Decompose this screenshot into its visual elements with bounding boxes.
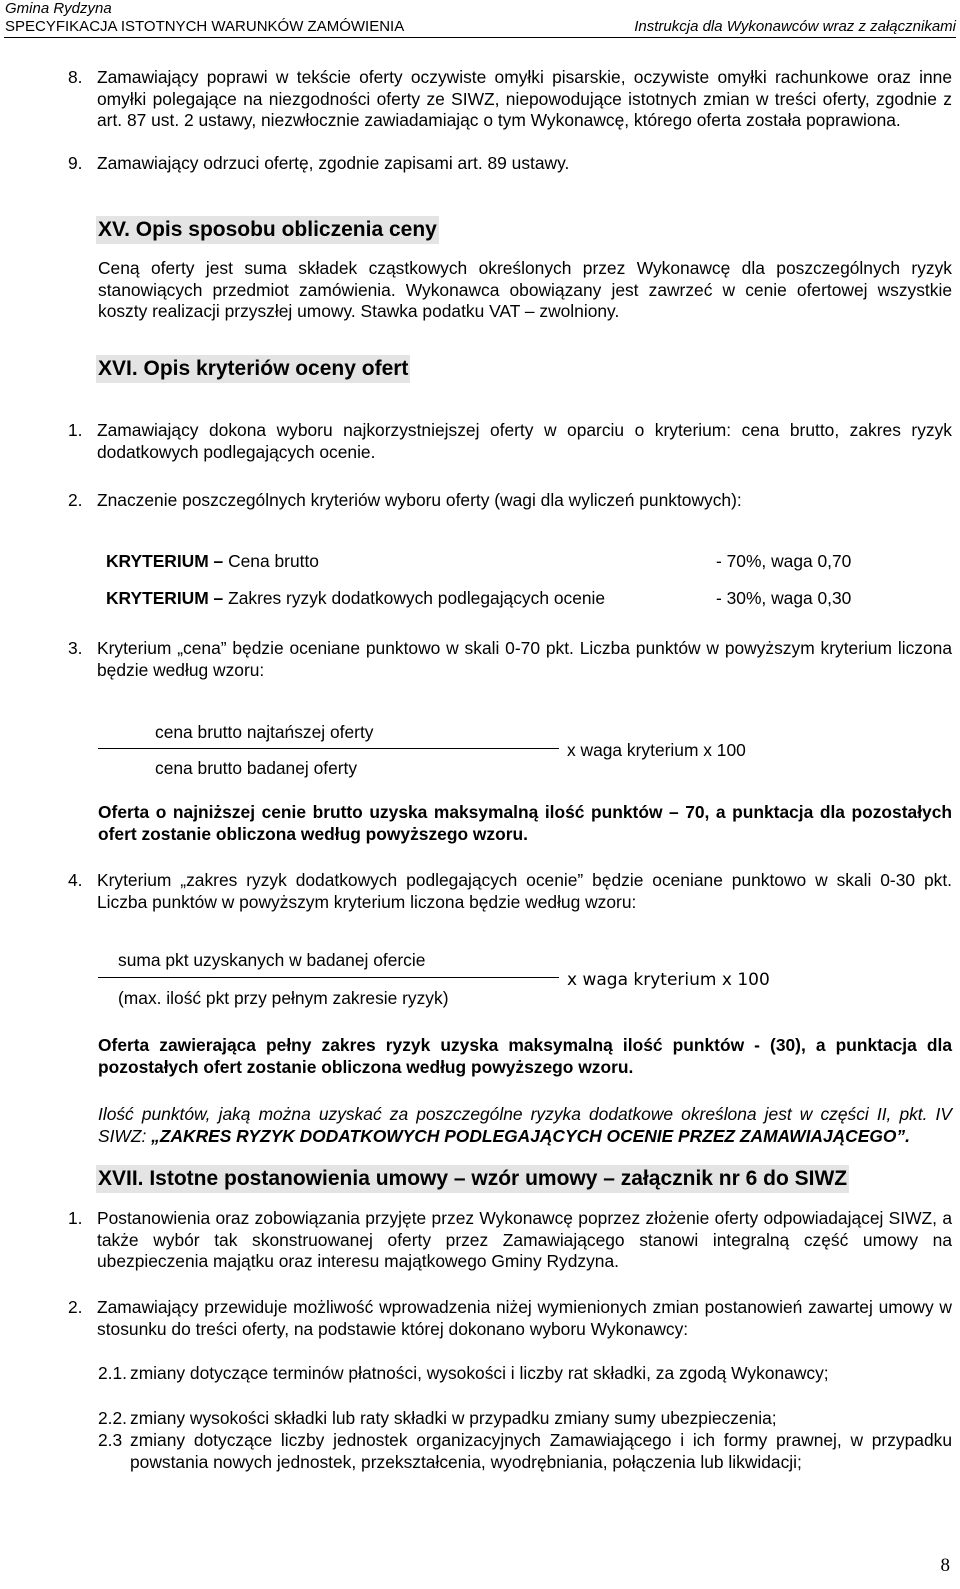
criterion-name: Cena brutto: [228, 551, 319, 571]
section-xv-heading: XV. Opis sposobu obliczenia ceny: [96, 216, 439, 244]
sub-item-text: zmiany dotyczące terminów płatności, wysokości i liczby rat składki, za zgodą Wykonawcy;: [130, 1363, 829, 1383]
criterion-weight: - 30%, waga 0,30: [716, 588, 852, 608]
formula-numerator: cena brutto najtańszej oferty: [155, 722, 374, 742]
risk-criterion-text: Kryterium „zakres ryzyk dodatkowych podlegających ocenie” będzie oceniane punktowo w skali 0-30 pkt. Liczba punktów w powyższym kryterium liczona będzie według wzoru:: [97, 870, 952, 912]
item-number: 1.: [68, 420, 83, 440]
formula-numerator: suma pkt uzyskanych w badanej ofercie: [118, 950, 426, 970]
header-left: SPECYFIKACJA ISTOTNYCH WARUNKÓW ZAMÓWIENIA: [5, 18, 405, 35]
formula-multiplier: x waga kryterium x 100: [567, 970, 770, 990]
item-number: 9.: [68, 153, 83, 173]
sub-item-number: 2.3: [98, 1430, 123, 1450]
sub-item-text: zmiany dotyczące liczby jednostek organizacyjnych Zamawiającego i ich formy prawnej, w przypadku powstania nowych jednostek, przekształcenia, wyodrębniania, połączenia lub likwidacji;: [130, 1430, 952, 1472]
criterion-label: KRYTERIUM –: [106, 551, 224, 571]
page-number: 8: [940, 1555, 950, 1576]
points-reference-note: [98, 1104, 952, 1147]
item-9-text: Zamawiający odrzuci ofertę, zgodnie zapisami art. 89 ustawy.: [97, 153, 570, 173]
item-number: 2.: [68, 1297, 83, 1317]
sub-item-text: zmiany wysokości składki lub raty składki w przypadku zmiany sumy ubezpieczenia;: [130, 1408, 777, 1428]
section-xvi-heading: XVI. Opis kryteriów oceny ofert: [96, 355, 410, 383]
formula-denominator: cena brutto badanej oferty: [155, 758, 358, 778]
criterion-row: [106, 588, 605, 610]
header-rule: [4, 37, 956, 38]
item-number: 8.: [68, 67, 83, 87]
fraction-line: [98, 977, 559, 978]
sub-item-number: 2.1.: [98, 1363, 128, 1383]
section-xv-text: Ceną oferty jest suma składek cząstkowych określonych przez Wykonawcę dla poszczególnych ryzyk stanowiących przedmiot zamówienia. Wykonawca obowiązany jest zawrzeć w cenie ofertowej wszystkie koszty realizacji przyszłej umowy. Stawka podatku VAT – zwolniony.: [98, 258, 952, 322]
formula-denominator: (max. ilość pkt przy pełnym zakresie ryzyk): [118, 988, 449, 1008]
contract-item-2-text: Zamawiający przewiduje możliwość wprowadzenia niżej wymienionych zmian postanowień zawartej umowy w stosunku do treści oferty, na podstawie której dokonano wyboru Wykonawcy:: [97, 1297, 952, 1339]
item-8-text: Zamawiający poprawi w tekście oferty oczywiste omyłki pisarskie, oczywiste omyłki rachunkowe oraz inne omyłki polegające na niezgodności oferty ze SIWZ, niepowodujące istotnych zmian w treści oferty, zgodnie z art. 87 ust. 2 ustawy, niezwłocznie zawiadamiając o tym Wykonawcę, którego oferta została poprawiona.: [97, 67, 952, 131]
contract-item-1-text: Postanowienia oraz zobowiązania przyjęte przez Wykonawcę poprzez złożenie oferty odpowiadającej SIWZ, a także wybór tak skonstruowanej oferty przez Zamawiającego stanowi integralną część umowy na ubezpieczenia majątku oraz interesu majątkowego Gminy Rydzyna.: [97, 1208, 952, 1272]
fraction-line: [98, 748, 559, 749]
item-number: 3.: [68, 638, 83, 658]
formula-multiplier: x waga kryterium x 100: [567, 740, 746, 760]
criterion-weight: - 70%, waga 0,70: [716, 551, 852, 571]
criteria-intro-text: Zamawiający dokona wyboru najkorzystniejszej oferty w oparciu o kryterium: cena brutto, zakres ryzyk dodatkowych podlegających ocenie.: [97, 420, 952, 462]
sub-item-number: 2.2.: [98, 1408, 128, 1428]
points-reference-title: „ZAKRES RYZYK DODATKOWYCH PODLEGAJĄCYCH OCENIE PRZEZ ZAMAWIAJĄCEGO”.: [151, 1125, 910, 1146]
points-reference-text: Ilość punktów, jaką można uzyskać za poszczególne ryzyka dodatkowe określona jest w części II, pkt. IV SIWZ:: [98, 1104, 952, 1146]
criterion-name: Zakres ryzyk dodatkowych podlegających ocenie: [228, 588, 606, 608]
criterion-row: [106, 551, 319, 573]
header-right: Instrukcja dla Wykonawców wraz z załącznikami: [634, 18, 956, 35]
item-number: 4.: [68, 870, 83, 890]
criterion-label: KRYTERIUM –: [106, 588, 224, 608]
item-number: 2.: [68, 490, 83, 510]
price-criterion-note: Oferta o najniższej cenie brutto uzyska maksymalną ilość punktów – 70, a punktacja dla pozostałych ofert zostanie obliczona według powyższego wzoru.: [98, 802, 952, 844]
item-number: 1.: [68, 1208, 83, 1228]
risk-criterion-note: Oferta zawierająca pełny zakres ryzyk uzyska maksymalną ilość punktów - (30), a punktacja dla pozostałych ofert zostanie obliczona według powyższego wzoru.: [98, 1035, 952, 1077]
header-title: Gmina Rydzyna: [5, 0, 112, 17]
price-criterion-text: Kryterium „cena” będzie oceniane punktowo w skali 0-70 pkt. Liczba punktów w powyższym kryterium liczona będzie według wzoru:: [97, 638, 952, 680]
section-xvii-heading: XVII. Istotne postanowienia umowy – wzór umowy – załącznik nr 6 do SIWZ: [96, 1165, 849, 1193]
criteria-weights-intro: Znaczenie poszczególnych kryteriów wyboru oferty (wagi dla wyliczeń punktowych):: [97, 490, 742, 510]
